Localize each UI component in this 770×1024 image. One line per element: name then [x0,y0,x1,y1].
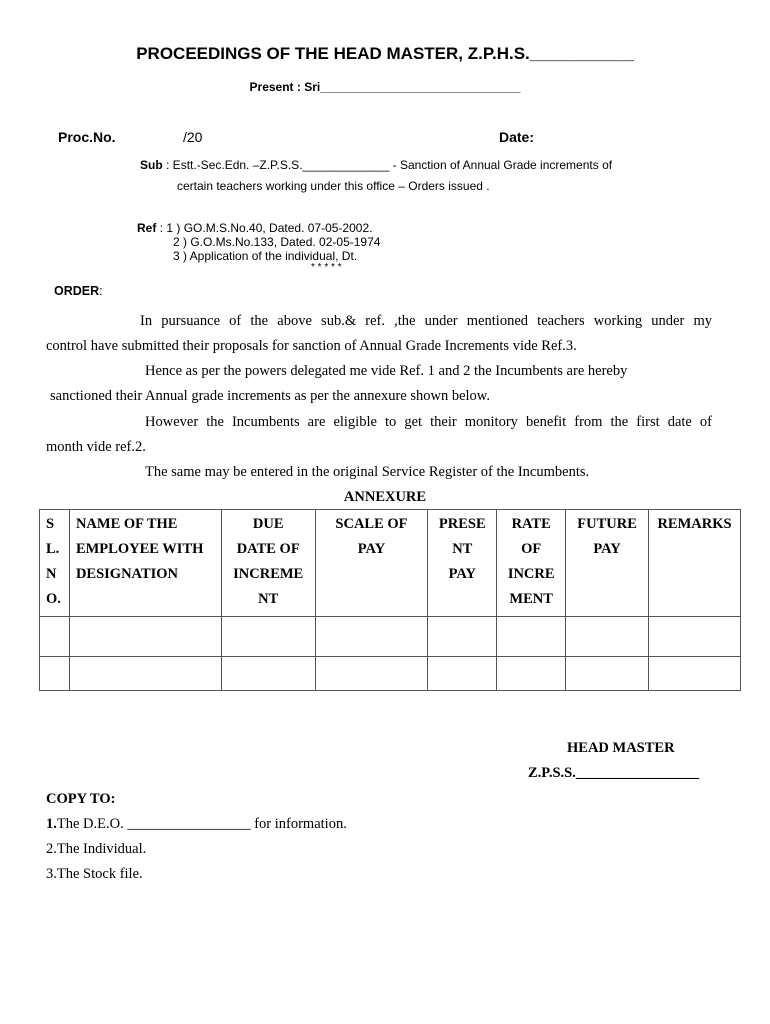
reference-item-3: 3 ) Application of the individual, Dt. [173,249,358,263]
signature-org: Z.P.S.S._________________ [528,765,700,781]
table-cell [40,617,70,657]
order-colon: : [99,284,103,298]
reference-line-1 [137,221,372,235]
header-line: EMPLOYEE WITH [75,541,204,557]
copy-item-3: 3.The Stock file. [46,866,143,882]
column-header-sl-no [40,510,70,617]
order-para-1-line-2: control have submitted their proposals for sanction of Annual Grade Increments vide Ref.3. [46,338,577,354]
table-cell [428,617,497,657]
copy-item-2: 2.The Individual. [46,841,147,857]
table-row [40,617,741,657]
table-row [40,657,741,691]
annexure-table [39,509,741,691]
reference-item-2: 2 ) G.O.Ms.No.133, Dated. 02-05-1974 [173,235,381,249]
column-header-future-pay [566,510,649,617]
subject-label: Sub [140,158,163,172]
copy-to-label: COPY TO: [46,791,116,807]
order-label: ORDER [54,284,100,298]
order-para-3-line-1: However the Incumbents are eligible to get their monitory benefit from the first date of [145,414,712,430]
order-heading [54,284,103,298]
table-cell [566,617,649,657]
table-cell [497,617,566,657]
table-cell [69,617,221,657]
header-line: S [46,516,55,532]
reference-item-1: : 1 ) GO.M.S.No.40, Dated. 07-05-2002. [159,221,373,235]
reference-label: Ref [137,221,157,235]
table-cell [315,657,428,691]
column-header-due-date [221,510,315,617]
table-cell [315,617,428,657]
header-line: INCRE [507,566,555,582]
order-para-2-line-2: sanctioned their Annual grade increments as per the annexure shown below. [50,388,490,404]
order-para-1-line-1: In pursuance of the above sub.& ref. ,the under mentioned teachers working under my [140,313,712,329]
copy-item-1 [46,816,347,833]
subject-text-1: : Estt.-Sec.Edn. –Z.P.S.S._____________ - Sanction of Annual Grade increments of [166,158,613,172]
header-line: PAY [593,541,621,557]
header-line: REMARKS [657,516,732,532]
table-cell [649,617,741,657]
header-line: PRESE [438,516,486,532]
document-title: PROCEEDINGS OF THE HEAD MASTER, Z.P.H.S.___________ [136,44,634,63]
header-line: N [46,566,57,582]
header-line: PAY [448,566,476,582]
column-header-present-pay [428,510,497,617]
header-line: L. [46,541,60,557]
header-line: NT [258,591,279,607]
header-line: SCALE OF [335,516,408,532]
column-header-scale-of-pay [315,510,428,617]
table-cell [69,657,221,691]
header-line: DUE [252,516,284,532]
table-cell [428,657,497,691]
signature-title: HEAD MASTER [567,740,675,756]
column-header-rate-of-increment [497,510,566,617]
subject-line-1 [140,158,612,172]
present-line: Present : Sri______________________________ [249,80,521,94]
header-line: PAY [357,541,386,557]
header-line: FUTURE [577,516,637,532]
header-line: MENT [509,591,553,607]
table-cell [566,657,649,691]
table-cell [221,657,315,691]
header-line: NT [452,541,473,557]
copy-item-1-text: The D.E.O. _________________ for information. [56,816,347,832]
column-header-name [69,510,221,617]
proc-number: /20 [183,129,203,145]
header-line: O. [46,591,61,607]
table-cell [221,617,315,657]
header-line: INCREME [233,566,304,582]
subject-line-2: certain teachers working under this office – Orders issued . [177,179,490,193]
copy-item-1-number: 1. [46,816,57,832]
table-cell [497,657,566,691]
header-line: DATE OF [236,541,300,557]
order-para-4: The same may be entered in the original Service Register of the Incumbents. [145,464,590,480]
order-para-3-line-2: month vide ref.2. [46,439,146,455]
table-cell [40,657,70,691]
column-header-remarks [649,510,741,617]
proc-no-label: Proc.No. [58,129,116,145]
header-line: NAME OF THE [75,516,178,532]
date-label: Date: [499,129,535,145]
annexure-title: ANNEXURE [343,489,427,505]
header-line: OF [521,541,542,557]
header-line: RATE [511,516,551,532]
order-para-2-line-1: Hence as per the powers delegated me vide Ref. 1 and 2 the Incumbents are hereby [145,363,628,379]
header-line: DESIGNATION [75,566,179,582]
annexure-header-row [40,510,741,617]
table-cell [649,657,741,691]
reference-stars: * * * * * [311,262,342,273]
